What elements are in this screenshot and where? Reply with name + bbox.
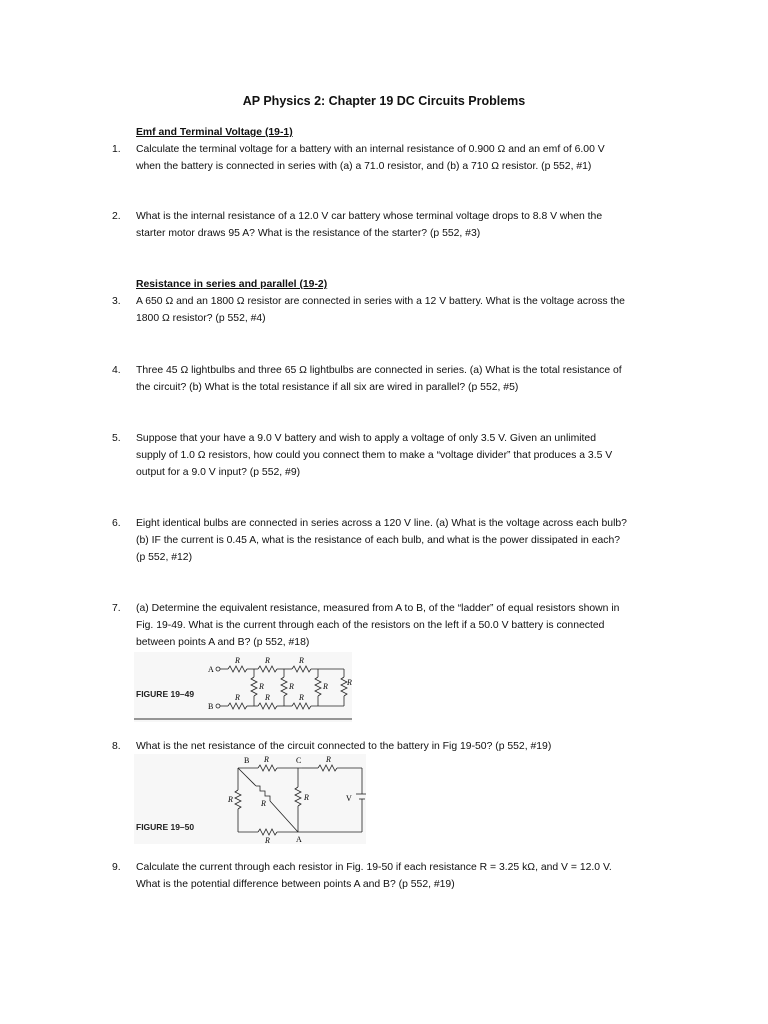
resistor-label: R <box>265 656 270 665</box>
problem-7 <box>112 600 682 651</box>
problem-number: 1. <box>112 144 121 155</box>
problem-2 <box>112 208 682 242</box>
resistor-label: R <box>261 799 266 808</box>
figure-caption: FIGURE 19–50 <box>136 822 195 832</box>
problem-1 <box>112 141 682 175</box>
figure-19-49 <box>134 652 352 722</box>
resistor-label: R <box>228 795 233 804</box>
problem-number: 4. <box>112 365 121 376</box>
problem-4 <box>112 362 682 396</box>
battery-label: V <box>346 794 352 803</box>
ladder-circuit-diagram <box>134 652 352 722</box>
problem-line: What is the potential difference between points A and B? (p 552, #19) <box>136 879 455 890</box>
problem-number: 8. <box>112 741 121 752</box>
problem-number: 9. <box>112 862 121 873</box>
problem-line: What is the net resistance of the circuit connected to the battery in Fig 19-50? (p 552, #19) <box>136 741 552 752</box>
resistor-label: R <box>326 755 331 764</box>
figure-19-50 <box>134 754 366 844</box>
resistor-label: R <box>347 678 352 687</box>
resistor-label: R <box>304 793 309 802</box>
problem-line: (a) Determine the equivalent resistance, measured from A to B, of the “ladder” of equal resistors shown in <box>136 603 620 614</box>
resistor-label: R <box>299 656 304 665</box>
figure-caption: FIGURE 19–49 <box>136 689 195 699</box>
problem-6 <box>112 515 682 566</box>
bridge-circuit-diagram <box>134 754 366 844</box>
problem-number: 5. <box>112 433 121 444</box>
problem-line: (b) IF the current is 0.45 A, what is the resistance of each bulb, and what is the power dissipated in each? <box>136 535 621 546</box>
problem-line: A 650 Ω and an 1800 Ω resistor are connected in series with a 12 V battery. What is the voltage across the <box>136 296 625 307</box>
resistor-label: R <box>323 682 328 691</box>
problem-3 <box>112 293 682 327</box>
page-title: AP Physics 2: Chapter 19 DC Circuits Problems <box>242 94 526 108</box>
problem-number: 6. <box>112 518 121 529</box>
problem-line: What is the internal resistance of a 12.0 V car battery whose terminal voltage drops to 8.8 V when the <box>136 211 603 222</box>
problem-line: Eight identical bulbs are connected in series across a 120 V line. (a) What is the voltage across each bulb? <box>136 518 627 529</box>
problem-9 <box>112 859 682 893</box>
problem-line: (p 552, #12) <box>136 552 193 563</box>
point-a-label: A <box>296 835 302 844</box>
resistor-label: R <box>235 656 240 665</box>
point-c-label: C <box>296 756 302 765</box>
problem-number: 2. <box>112 211 121 222</box>
problem-line: when the battery is connected in series with (a) a 71.0 resistor, and (b) a 710 Ω resistor. (p 552, #1) <box>136 161 592 172</box>
problem-line: starter motor draws 95 A? What is the resistance of the starter? (p 552, #3) <box>136 228 481 239</box>
section-heading-resistance: Resistance in series and parallel (19-2) <box>136 279 328 290</box>
resistor-label: R <box>299 693 304 702</box>
problem-5 <box>112 430 682 481</box>
problem-line: between points A and B? (p 552, #18) <box>136 637 310 648</box>
problem-line: Calculate the current through each resistor in Fig. 19-50 if each resistance R = 3.25 kΩ, and V = 12.0 V. <box>136 862 612 873</box>
problem-line: output for a 9.0 V input? (p 552, #9) <box>136 467 301 478</box>
problem-line: Suppose that your have a 9.0 V battery and wish to apply a voltage of only 3.5 V. Given an unlimited <box>136 433 596 444</box>
problem-number: 3. <box>112 296 121 307</box>
problem-line: Calculate the terminal voltage for a battery with an internal resistance of 0.900 Ω and an emf of 6.00 V <box>136 144 605 155</box>
resistor-label: R <box>264 755 269 764</box>
resistor-label: R <box>259 682 264 691</box>
resistor-label: R <box>265 836 270 844</box>
problem-line: the circuit? (b) What is the total resistance if all six are wired in parallel? (p 552, #5) <box>136 382 519 393</box>
resistor-label: R <box>235 693 240 702</box>
problem-line: Three 45 Ω lightbulbs and three 65 Ω lightbulbs are connected in series. (a) What is the total resistance of <box>136 365 622 376</box>
problem-number: 7. <box>112 603 121 614</box>
problem-line: 1800 Ω resistor? (p 552, #4) <box>136 313 266 324</box>
resistor-label: R <box>265 693 270 702</box>
problem-8 <box>112 738 682 755</box>
point-b-label: B <box>244 756 250 765</box>
section-heading-emf: Emf and Terminal Voltage (19-1) <box>136 127 293 138</box>
point-a-label: A <box>208 665 214 674</box>
point-b-label: B <box>208 702 214 711</box>
problem-line: Fig. 19-49. What is the current through each of the resistors on the left if a 50.0 V battery is connected <box>136 620 605 631</box>
problem-line: supply of 1.0 Ω resistors, how could you connect them to make a “voltage divider” that produces a 3.5 V <box>136 450 613 461</box>
resistor-label: R <box>289 682 294 691</box>
